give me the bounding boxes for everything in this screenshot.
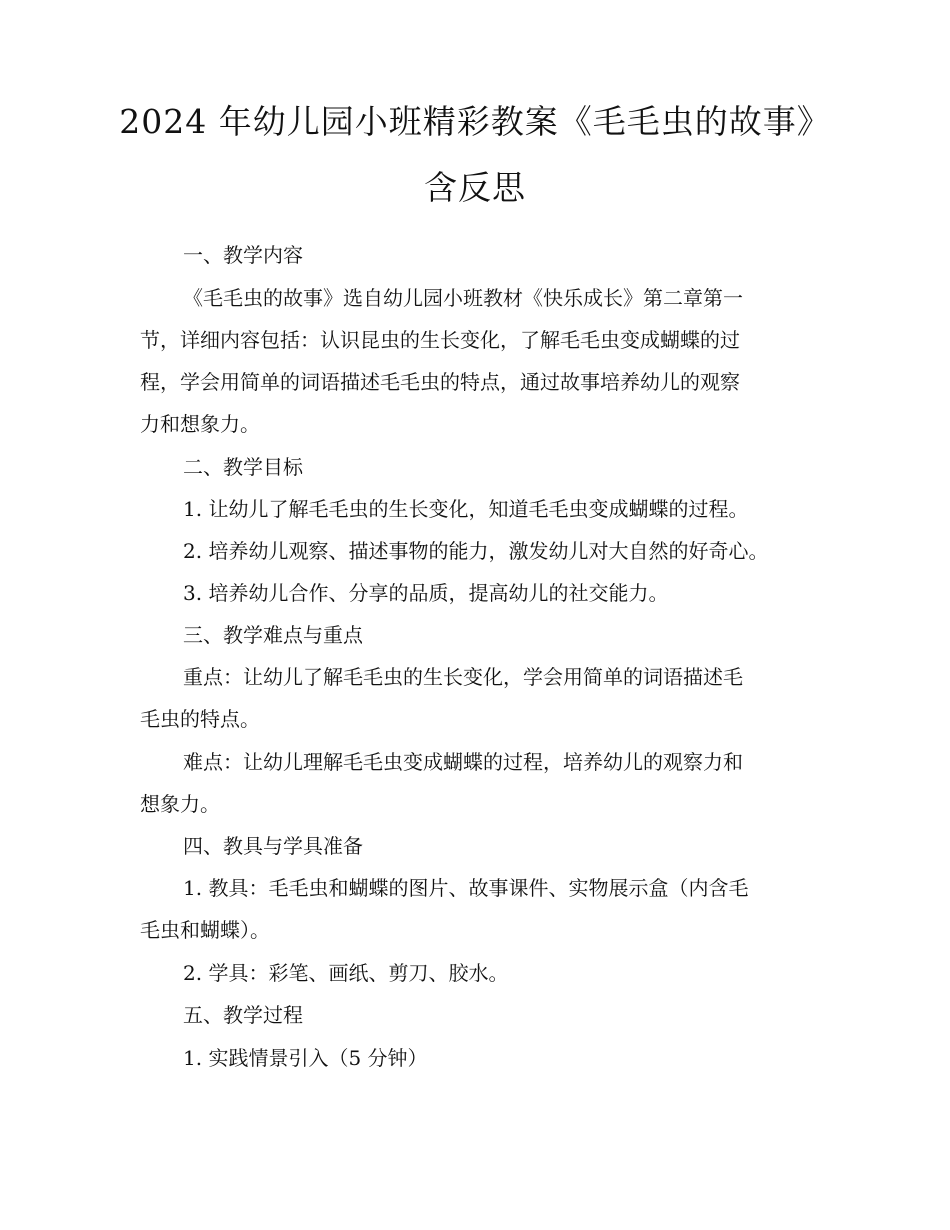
paragraph-line: 节，详细内容包括：认识昆虫的生长变化，了解毛毛虫变成蝴蝶的过 [140, 328, 740, 352]
document-title: 2024 年幼儿园小班精彩教案《毛毛虫的故事》 [119, 102, 831, 141]
list-item: 2. 培养幼儿观察、描述事物的能力，激发幼儿对大自然的好奇心。 [183, 539, 769, 563]
paragraph-line: 程，学会用简单的词语描述毛毛虫的特点，通过故事培养幼儿的观察 [140, 370, 740, 394]
paragraph-line: 力和想象力。 [140, 412, 260, 436]
section-heading-process: 五、教学过程 [183, 1003, 303, 1027]
paragraph-line: 毛虫和蝴蝶）。 [140, 918, 270, 942]
paragraph-line: 重点：让幼儿了解毛毛虫的生长变化，学会用简单的词语描述毛 [183, 665, 743, 689]
list-item: 1. 让幼儿了解毛毛虫的生长变化，知道毛毛虫变成蝴蝶的过程。 [183, 497, 749, 521]
list-item: 2. 学具：彩笔、画纸、剪刀、胶水。 [183, 961, 509, 985]
paragraph-line: 《毛毛虫的故事》选自幼儿园小班教材《快乐成长》第二章第一 [183, 286, 743, 310]
section-heading-objectives: 二、教学目标 [183, 455, 303, 479]
paragraph-line: 毛虫的特点。 [140, 707, 260, 731]
paragraph-line: 难点：让幼儿理解毛毛虫变成蝴蝶的过程，培养幼儿的观察力和 [183, 750, 743, 774]
section-heading-materials: 四、教具与学具准备 [183, 834, 363, 858]
section-heading-key-points: 三、教学难点与重点 [183, 623, 363, 647]
list-item: 1. 实践情景引入（5 分钟） [183, 1046, 428, 1070]
paragraph-line: 想象力。 [140, 792, 220, 816]
document-title-continuation: 含反思 [424, 168, 526, 207]
list-item: 3. 培养幼儿合作、分享的品质，提高幼儿的社交能力。 [183, 581, 669, 605]
list-item: 1. 教具：毛毛虫和蝴蝶的图片、故事课件、实物展示盒（内含毛 [183, 876, 749, 900]
section-heading-content: 一、教学内容 [183, 243, 303, 267]
